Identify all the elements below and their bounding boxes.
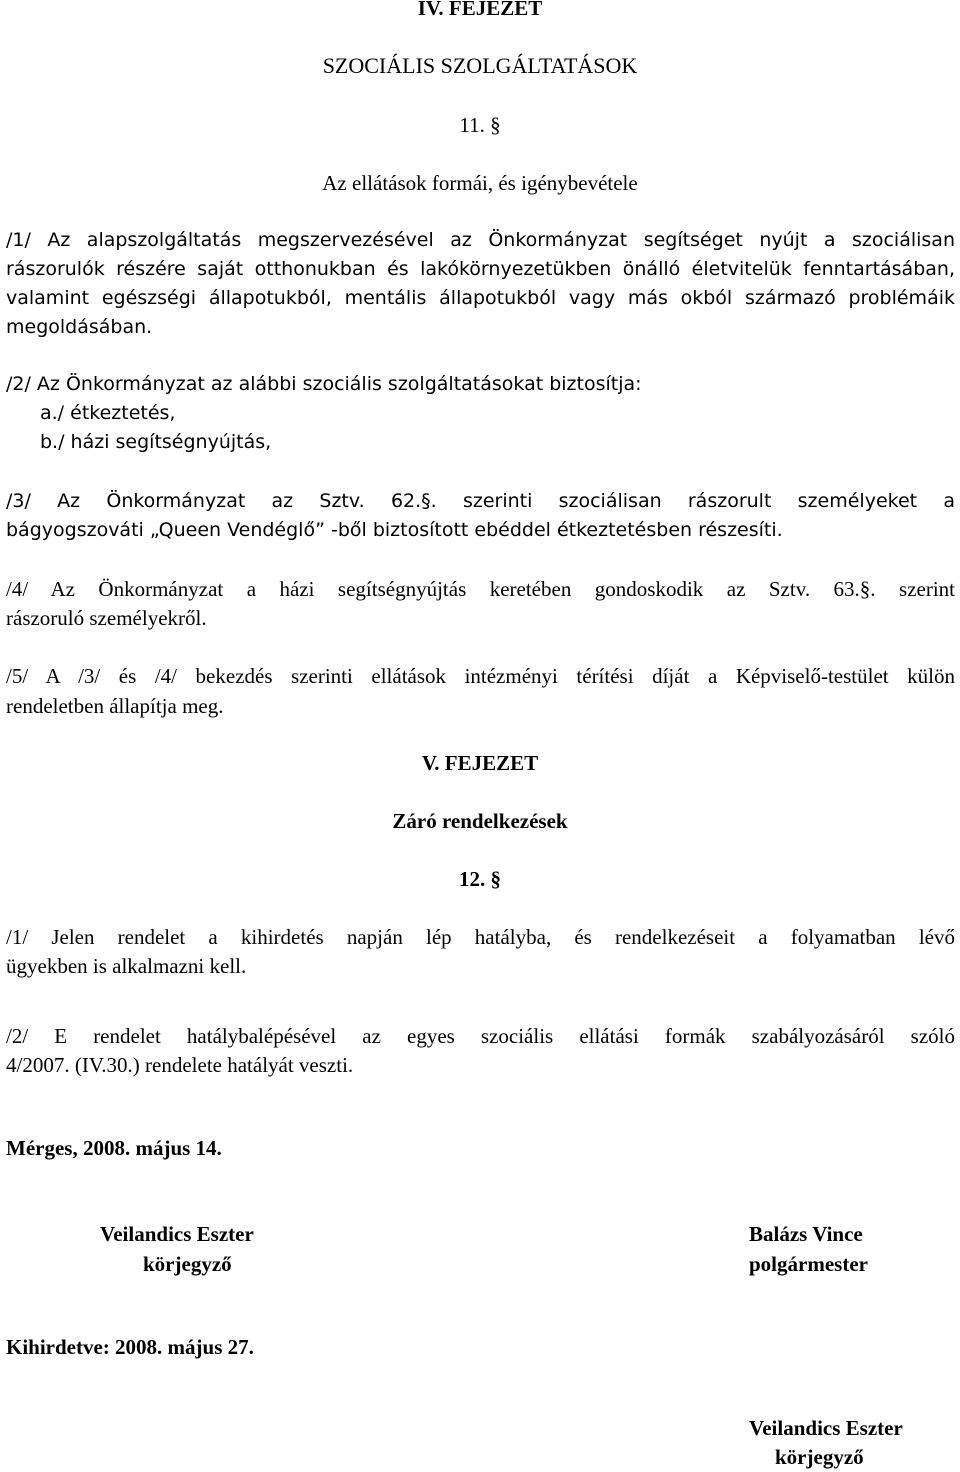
signature-left-role: körjegyző bbox=[143, 1252, 232, 1276]
section-12-paragraph-2-line-2: 4/2007. (IV.30.) rendelete hatályát veszti. bbox=[6, 1053, 354, 1077]
signature-right-role: polgármester bbox=[749, 1252, 868, 1276]
chapter-5-subtitle: Záró rendelkezések bbox=[392, 809, 568, 833]
section-12-paragraph-2-line-1: /2/ E rendelet hatálybalépésével az egyes szociális ellátási formák szabályozásáról szóló bbox=[6, 1024, 955, 1048]
paragraph-3-line-2: bágyogszováti „Queen Vendéglő” -ből biztosított ebéddel étkeztetésben részesíti. bbox=[6, 519, 783, 541]
section-12-paragraph-1-line-2: ügyekben is alkalmazni kell. bbox=[6, 954, 247, 978]
paragraph-4-line-1: /4/ Az Önkormányzat a házi segítségnyújtás keretében gondoskodik az Sztv. 63.§. szerint bbox=[6, 577, 955, 601]
section-11-title: Az ellátások formái, és igénybevétele bbox=[322, 171, 638, 195]
paragraph-1-line-3: valamint egészségi állapotukból, mentális állapotukból vagy más okból származó problémáik bbox=[6, 287, 955, 309]
paragraph-4-line-2: rászoruló személyekről. bbox=[6, 606, 207, 630]
promulgation-date: Kihirdetve: 2008. május 27. bbox=[6, 1335, 254, 1359]
signature-right-name: Balázs Vince bbox=[749, 1222, 863, 1246]
paragraph-5-line-2: rendeletben állapítja meg. bbox=[6, 694, 224, 718]
section-11-heading: 11. § bbox=[459, 113, 501, 137]
list-item-a: a./ étkeztetés, bbox=[40, 402, 176, 424]
chapter-5-title: V. FEJEZET bbox=[421, 751, 539, 775]
section-12-heading: 12. § bbox=[459, 867, 501, 891]
paragraph-2: /2/ Az Önkormányzat az alábbi szociális szolgáltatásokat biztosítja: bbox=[6, 373, 642, 395]
chapter-4-title: IV. FEJEZET bbox=[417, 0, 543, 20]
paragraph-1-line-4: megoldásában. bbox=[6, 316, 153, 338]
signature-left-name: Veilandics Eszter bbox=[100, 1222, 254, 1246]
paragraph-1-line-2: rászorulók részére saját otthonukban és lakókörnyezetükben önálló életvitelük fenntartásában, bbox=[6, 258, 955, 280]
section-12-paragraph-1-line-1: /1/ Jelen rendelet a kihirdetés napján lép hatályba, és rendelkezéseit a folyamatban lévő bbox=[6, 925, 955, 949]
final-signature-role: körjegyző bbox=[775, 1445, 864, 1469]
paragraph-3-line-1: /3/ Az Önkormányzat az Sztv. 62.§. szerinti szociálisan rászorult személyeket a bbox=[6, 490, 955, 512]
chapter-4-subtitle: SZOCIÁLIS SZOLGÁLTATÁSOK bbox=[322, 53, 638, 78]
paragraph-5-line-1: /5/ A /3/ és /4/ bekezdés szerinti ellátások intézményi térítési díját a Képviselő-testület külön bbox=[6, 664, 955, 688]
place-date: Mérges, 2008. május 14. bbox=[6, 1136, 222, 1160]
final-signature-name: Veilandics Eszter bbox=[749, 1416, 903, 1440]
list-item-b: b./ házi segítségnyújtás, bbox=[40, 431, 272, 453]
paragraph-1-line-1: /1/ Az alapszolgáltatás megszervezésével az Önkormányzat segítséget nyújt a szociálisan bbox=[6, 229, 955, 251]
